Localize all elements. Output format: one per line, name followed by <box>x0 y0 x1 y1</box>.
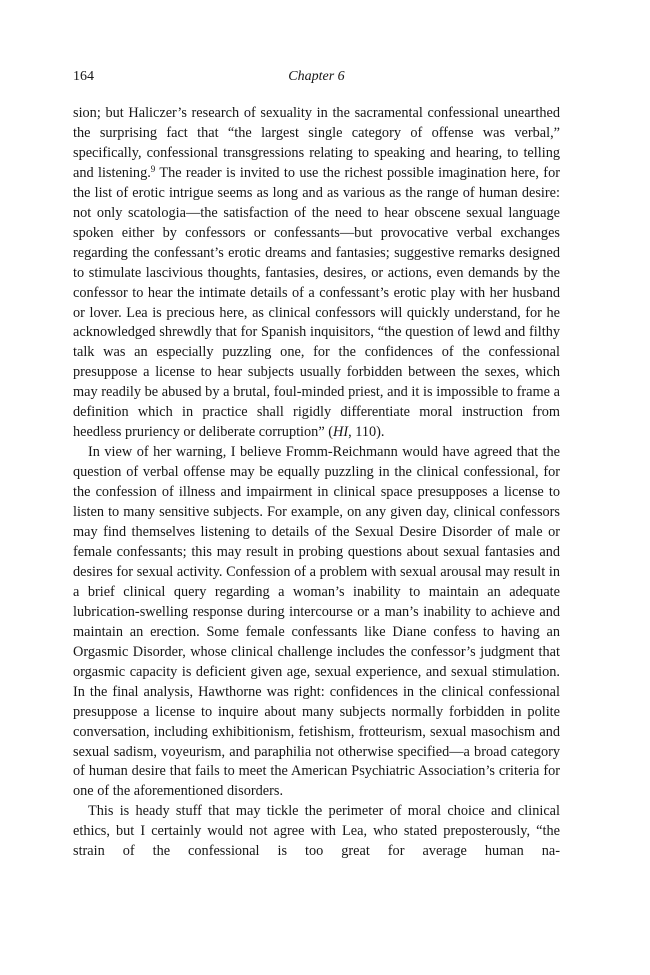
chapter-title: Chapter 6 <box>288 69 345 84</box>
paragraph-1-text-a: sion; but Haliczer’s research of sexuality in the sacramental confessional unearthed the surprising fact that “the largest single category of offense was verbal,” specifically, confessional transgressions relating to speaking and hearing, to telling and listening. <box>73 105 560 181</box>
book-page <box>73 66 560 862</box>
citation-abbreviation: HI <box>333 424 349 441</box>
running-head <box>73 66 560 88</box>
page-number: 164 <box>73 69 94 84</box>
paragraph-3: This is heady stuff that may tickle the perimeter of moral choice and clinical ethics, but I certainly would not agree with Lea, who stated preposterously, “the strain of the confessional is too great for average human na- <box>73 803 560 860</box>
paragraph-1 <box>73 104 560 443</box>
paragraph-1-text-b: The reader is invited to use the richest possible imagination here, for the list of erotic intrigue seems as long and as various as the range of human desire: not only scatologia—the satisfaction of the need to hear obscene sexual language spoken either by confessors or confessants—but provocative verbal exchanges regarding the confessant’s erotic dreams and fantasies; suggestive remarks designed to stimulate lascivious thoughts, fantasies, desires, or actions, even demands by the confessor to hear the intimate details of a confessant’s erotic play with her husband or lover. Lea is precious here, as clinical confessors will quickly understand, for he acknowledged shrewdly that for Spanish inquisitors, “the question of lewd and filthy talk was an especially puzzling one, for the confidences of the confessional presuppose a license to hear subjects usually forbidden between the sexes, which may readily be abused by a brutal, foul-minded priest, and it is impossible to frame a definition which in practice shall rigidly differentiate moral instruction from heedless pruriency or deliberate corruption” ( <box>73 164 560 441</box>
paragraph-2: In view of her warning, I believe Fromm-Reichmann would have agreed that the question of verbal offense may be equally puzzling in the clinical confessional, for the confession of illness and impairment in clinical space presupposes a license to listen to many sensitive subjects. For example, on any given day, clinical confessors may find themselves listening to details of the Sexual Desire Disorder of male or female confessants; this may result in probing questions about sexual fantasies and desires for sexual activity. Confession of a problem with sexual arousal may result in a brief clinical query regarding a woman’s inability to maintain an adequate lubrication-swelling response during intercourse or a man’s inability to achieve and maintain an erection. Some female confessants like Diane confess to having an Orgasmic Disorder, whose clinical challenge includes the confessor’s judgment that orgasmic capacity is deficient given age, sexual experience, and sexual stimulation. In the final analysis, Hawthorne was right: confidences in the clinical confessional presuppose a license to inquire about many subjects normally forbidden in polite conversation, including exhibitionism, fetishism, frotteurism, sexual masochism and sexual sadism, voyeurism, and paraphilia not otherwise specified—a broad category of human desire that fails to meet the American Psychiatric Association’s criteria for one of the aforementioned disorders. <box>73 444 560 800</box>
paragraph-1-text-c: , 110). <box>348 424 385 441</box>
footnote-reference-9: 9 <box>150 163 156 174</box>
body-text <box>73 104 560 862</box>
